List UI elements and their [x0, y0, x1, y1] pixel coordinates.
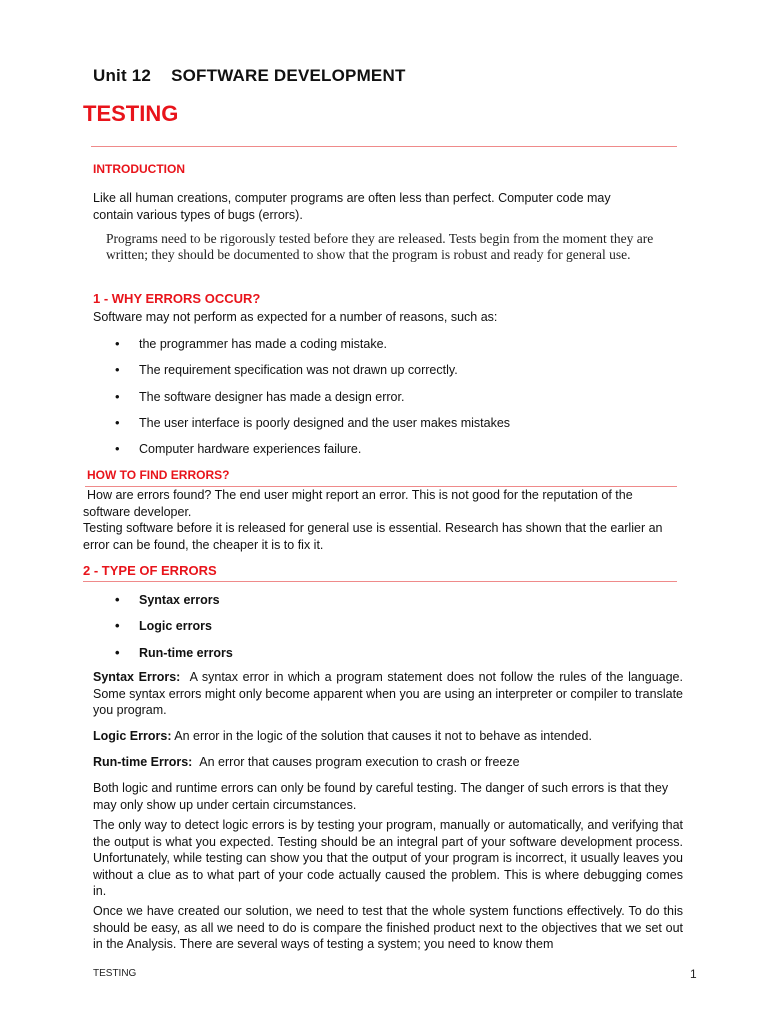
find-errors-paragraph-1: How are errors found? The end user might report an error. This is not good for the reputation of the software developer.	[83, 488, 633, 519]
bullet-icon: •	[115, 414, 120, 430]
list-item: • The user interface is poorly designed and the user makes mistakes	[115, 414, 511, 430]
bullet-icon: •	[115, 592, 120, 607]
type-errors-divider	[83, 581, 677, 582]
runtime-errors-definition: Run-time Errors: An error that causes program execution to crash or freeze	[93, 755, 520, 769]
type-errors-heading: 2 - TYPE OF ERRORS	[83, 563, 217, 578]
list-item: • the programmer has made a coding mistake.	[115, 336, 388, 351]
syntax-errors-definition: Syntax Errors: A syntax error in which a program statement does not follow the rules of the language. Some syntax errors might only become apparent when you are using an interpreter or compiler to translate you program.	[93, 670, 683, 717]
introduction-paragraph: Like all human creations, computer programs are often less than perfect. Computer code may contain various types of bugs (errors).	[93, 191, 611, 222]
list-item: • Run-time errors	[115, 644, 233, 660]
why-errors-list	[93, 336, 683, 467]
unit-number: Unit 12	[93, 66, 152, 85]
bullet-icon: •	[115, 644, 120, 660]
type-errors-list	[93, 592, 493, 671]
bullet-icon: •	[115, 362, 120, 378]
unit-title: SOFTWARE DEVELOPMENT	[171, 66, 406, 85]
find-errors-paragraph-2: Testing software before it is released for general use is essential. Research has shown that the earlier an error can be found, the cheaper it is to fix it.	[83, 521, 663, 552]
unit-heading	[93, 66, 406, 86]
list-item: • The software designer has made a design error.	[115, 388, 405, 404]
list-item: • Syntax errors	[115, 592, 220, 607]
title-divider	[91, 146, 677, 147]
footer-label: TESTING	[93, 968, 137, 979]
find-errors-heading: HOW TO FIND ERRORS?	[87, 468, 230, 482]
introduction-heading: INTRODUCTION	[93, 162, 185, 176]
logic-errors-definition: Logic Errors: An error in the logic of the solution that causes it not to behave as intended.	[93, 729, 592, 743]
introduction-quote: Programs need to be rigorously tested before they are released. Tests begin from the moment they are written; they should be documented to show that the program is robust and ready for general use.	[106, 231, 654, 262]
page-number: 1	[690, 967, 697, 981]
both-errors-paragraph: Both logic and runtime errors can only be found by careful testing. The danger of such errors is that they may only show up under certain circumstances.	[93, 781, 669, 812]
why-errors-intro: Software may not perform as expected for a number of reasons, such as:	[93, 310, 498, 324]
bullet-icon: •	[115, 388, 120, 404]
list-item: • The requirement specification was not drawn up correctly.	[115, 362, 458, 378]
list-item: • Logic errors	[115, 618, 212, 634]
detect-errors-paragraph: The only way to detect logic errors is by testing your program, manually or automatically, and verifying that the output is what you expected. Testing should be an integral part of your software development process. Unfortunately, while testing can show you that the output of your program is incorrect, it usually leaves you without a clue as to what part of your code actually caused the problem. This is where debugging comes in.	[93, 818, 683, 898]
bullet-icon: •	[115, 441, 120, 457]
list-item: • Computer hardware experiences failure.	[115, 441, 362, 457]
page-title: TESTING	[83, 101, 179, 126]
why-errors-heading: 1 - WHY ERRORS OCCUR?	[93, 291, 261, 306]
testing-system-paragraph: Once we have created our solution, we need to test that the whole system functions effectively. To do this should be easy, as all we need to do is compare the finished product next to the objectives that we set out in the Analysis. There are several ways of testing a system; you need to know them	[93, 904, 683, 951]
bullet-icon: •	[115, 336, 120, 351]
bullet-icon: •	[115, 618, 120, 634]
